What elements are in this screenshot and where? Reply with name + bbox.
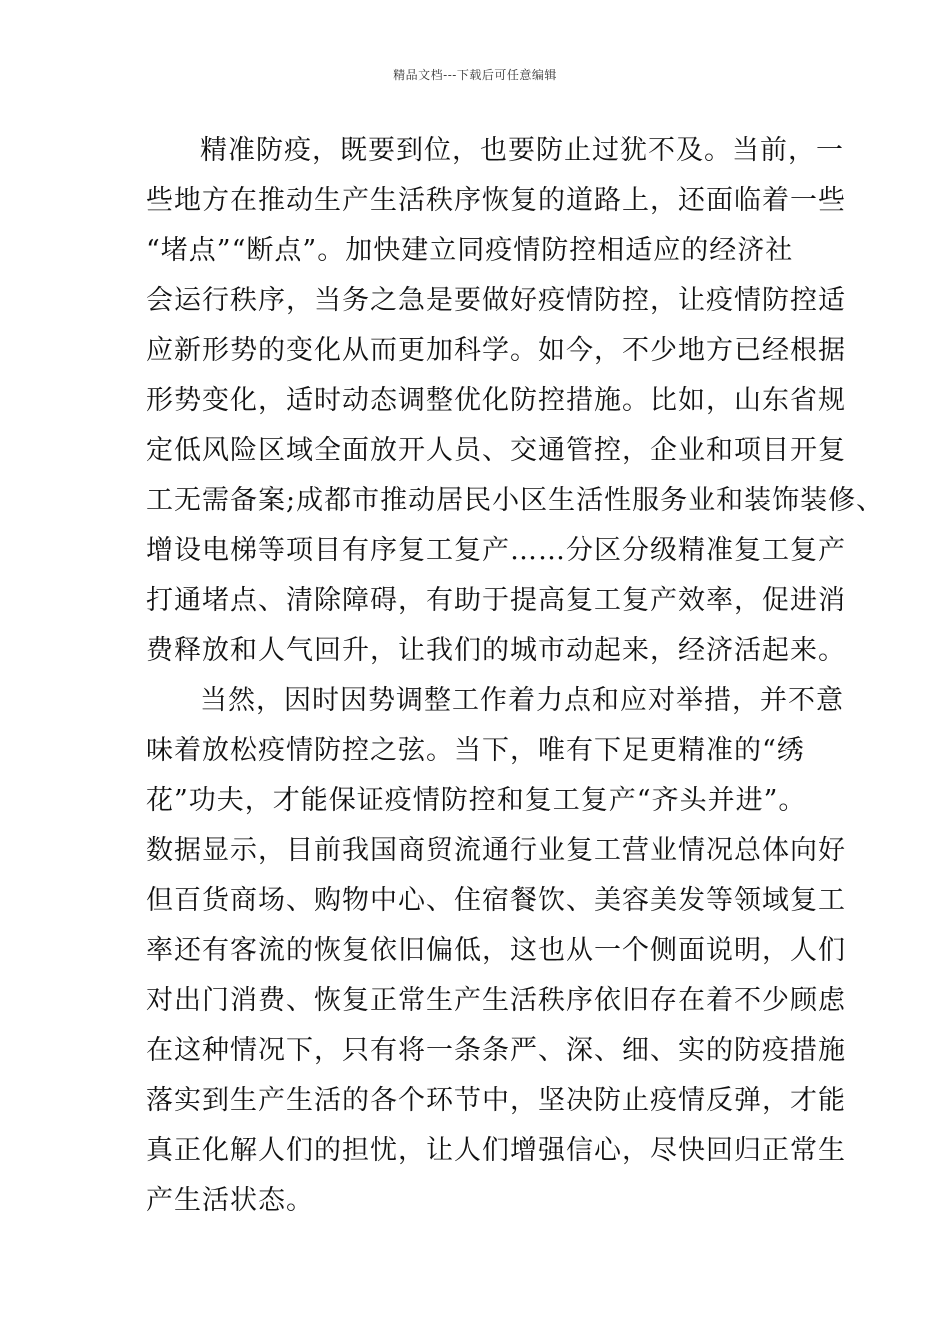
paragraph-1-line-11: 费释放和人气回升，让我们的城市动起来，经济活起来。	[146, 635, 846, 666]
paragraph-1-line-4: 会运行秩序，当务之急是要做好疫情防控，让疫情防控适	[146, 285, 846, 316]
paragraph-2-line-6: 率还有客流的恢复依旧偏低，这也从一个侧面说明，人们	[146, 935, 846, 966]
paragraph-2-line-1: 当然，因时因势调整工作着力点和应对举措，并不意	[200, 685, 844, 716]
paragraph-2-line-7: 对出门消费、恢复正常生产生活秩序依旧存在着不少顾虑	[146, 985, 846, 1016]
paragraph-1-line-9: 增设电梯等项目有序复工复产……分区分级精准复工复产	[146, 535, 846, 566]
paragraph-1-line-5: 应新形势的变化从而更加科学。如今，不少地方已经根据	[146, 335, 846, 366]
paragraph-2-line-8: 在这种情况下，只有将一条条严、深、细、实的防疫措施	[146, 1035, 846, 1066]
paragraph-2-line-9: 落实到生产生活的各个环节中，坚决防止疫情反弹，才能	[146, 1085, 846, 1116]
paragraph-1-line-10: 打通堵点、清除障碍，有助于提高复工复产效率，促进消	[146, 585, 846, 616]
paragraph-2-line-3: 花”功夫，才能保证疫情防控和复工复产“齐头并进”。	[146, 785, 807, 816]
paragraph-2-line-5: 但百货商场、购物中心、住宿餐饮、美容美发等领域复工	[146, 885, 846, 916]
paragraph-2-line-2: 味着放松疫情防控之弦。当下，唯有下足更精准的“绣	[146, 735, 805, 766]
paragraph-1-line-3: “堵点”“断点”。加快建立同疫情防控相适应的经济社	[146, 235, 794, 266]
paragraph-1-line-7: 定低风险区域全面放开人员、交通管控，企业和项目开复	[146, 435, 846, 466]
paragraph-1-line-8: 工无需备案;成都市推动居民小区生活性服务业和装饰装修、	[146, 485, 885, 516]
document-body	[146, 126, 885, 1226]
paragraph-2-line-10: 真正化解人们的担忧，让人们增强信心，尽快回归正常生	[146, 1135, 846, 1166]
paragraph-1-line-1: 精准防疫，既要到位，也要防止过犹不及。当前，一	[200, 135, 844, 166]
paragraph-2-line-4: 数据显示，目前我国商贸流通行业复工营业情况总体向好	[146, 835, 846, 866]
page-header: 精品文档---下载后可任意编辑	[393, 68, 557, 82]
paragraph-1-line-2: 些地方在推动生产生活秩序恢复的道路上，还面临着一些	[146, 185, 846, 216]
paragraph-1-line-6: 形势变化，适时动态调整优化防控措施。比如，山东省规	[146, 385, 846, 416]
paragraph-2-line-11: 产生活状态。	[146, 1185, 314, 1216]
